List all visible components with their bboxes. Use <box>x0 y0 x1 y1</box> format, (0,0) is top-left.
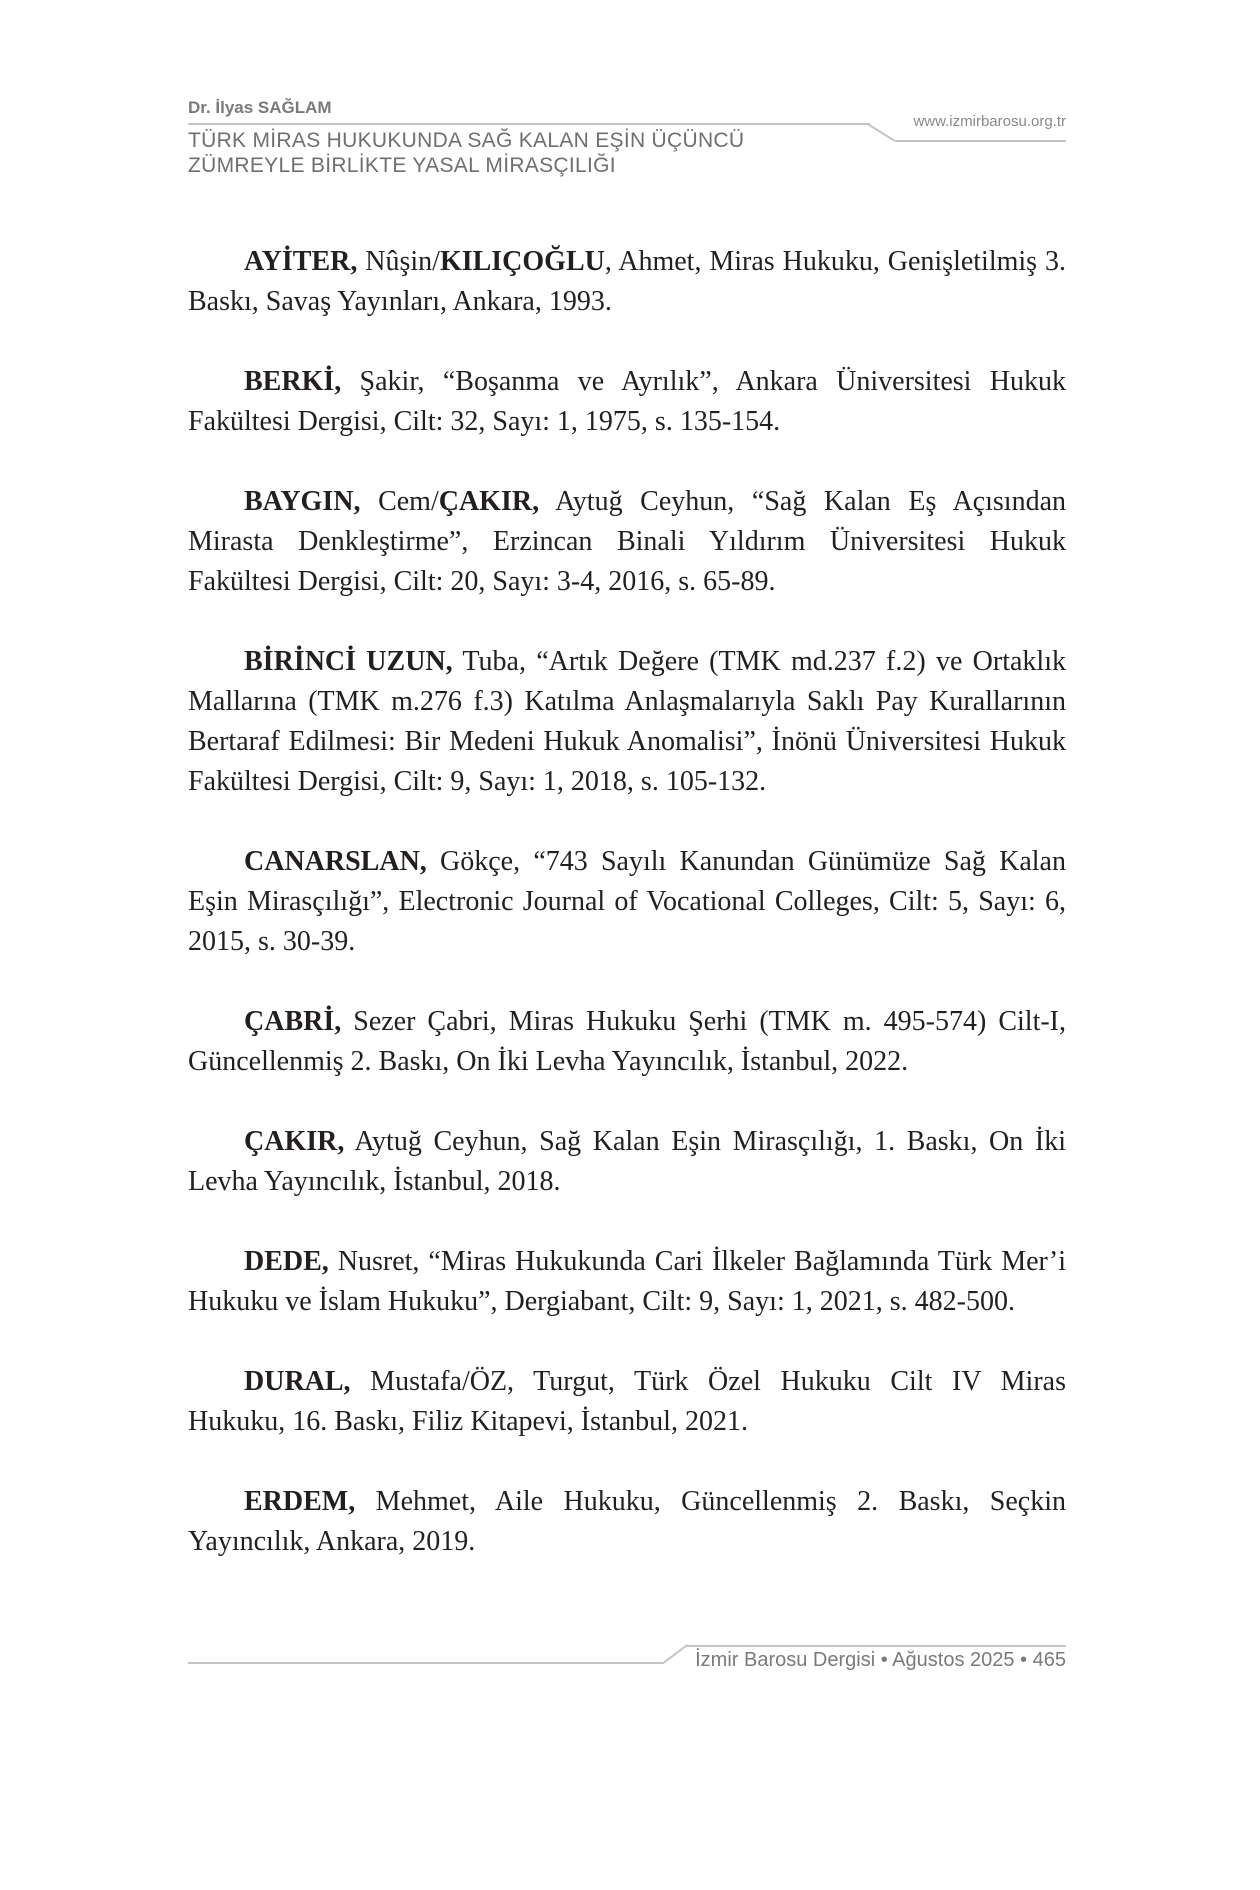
bibliography-entry <box>188 642 1066 802</box>
header-divider-right <box>895 140 1066 142</box>
entry-author: CANARSLAN, <box>244 846 427 877</box>
entry-coauthor: ÇAKIR, <box>438 486 540 517</box>
bibliography-entry <box>188 1242 1066 1322</box>
entry-text: Aytuğ Ceyhun, “Sağ Kalan Eş Açısından Mirasta Denkleştirme”, Erzincan Binali Yıldırım Üniversitesi Hukuk Fakültesi Dergisi, Cilt: 20, Sayı: 3-4, 2016, s. 65-89. <box>188 486 1066 597</box>
entry-author: ÇABRİ, <box>244 1006 342 1037</box>
bibliography <box>188 242 1066 1602</box>
bibliography-entry <box>188 1002 1066 1082</box>
entry-text: Mehmet, Aile Hukuku, Güncellenmiş 2. Baskı, Seçkin Yayıncılık, Ankara, 2019. <box>188 1486 1066 1557</box>
entry-text: Nûşin/ <box>357 246 440 277</box>
bibliography-entry <box>188 842 1066 962</box>
entry-author: AYİTER, <box>244 246 358 277</box>
entry-text: Tuba, “Artık Değere (TMK md.237 f.2) ve Ortaklık Mallarına (TMK m.276 f.3) Katılma Anlaşmalarıyla Saklı Pay Kurallarının Bertaraf Edilmesi: Bir Medeni Hukuk Anomalisi”, İnönü Üniversitesi Hukuk Fakültesi Dergisi, Cilt: 9, Sayı: 1, 2018, s. 105-132. <box>188 646 1066 797</box>
entry-author: DURAL, <box>244 1366 351 1397</box>
entry-text: Nusret, “Miras Hukukunda Cari İlkeler Bağlamında Türk Mer’i Hukuku ve İslam Hukuku”, Dergiabant, Cilt: 9, Sayı: 1, 2021, s. 482-500. <box>188 1246 1066 1317</box>
journal-issue: İzmir Barosu Dergisi • Ağustos 2025 • <box>695 1649 1028 1671</box>
entry-coauthor: KILIÇOĞLU <box>439 246 605 277</box>
article-title-line-2: ZÜMREYLE BİRLİKTE YASAL MİRASÇILIĞI <box>188 154 616 177</box>
bibliography-entry <box>188 482 1066 602</box>
entry-author: BERKİ, <box>244 366 342 397</box>
author-name: Dr. İlyas SAĞLAM <box>188 98 332 117</box>
entry-text: , Ahmet, Miras Hukuku, Genişletilmiş 3. Baskı, Savaş Yayınları, Ankara, 1993. <box>188 246 1066 317</box>
entry-text: Şakir, “Boşanma ve Ayrılık”, Ankara Üniversitesi Hukuk Fakültesi Dergisi, Cilt: 32, Sayı: 1, 1975, s. 135-154. <box>188 366 1066 437</box>
footer-text <box>680 1649 1066 1672</box>
entry-author: BAYGIN, <box>244 486 361 517</box>
entry-text: Cem/ <box>360 486 439 517</box>
header-divider <box>188 123 870 125</box>
bibliography-entry <box>188 1362 1066 1442</box>
entry-text: Aytuğ Ceyhun, Sağ Kalan Eşin Mirasçılığı, 1. Baskı, On İki Levha Yayıncılık, İstanbul, 2018. <box>188 1126 1066 1197</box>
footer-divider <box>188 1662 664 1664</box>
bibliography-entry <box>188 242 1066 322</box>
entry-text: Gökçe, “743 Sayılı Kanundan Günümüze Sağ Kalan Eşin Mirasçılığı”, Electronic Journal of Vocational Colleges, Cilt: 5, Sayı: 6, 2015, s. 30-39. <box>188 846 1066 957</box>
page-number: 465 <box>1032 1649 1066 1671</box>
article-title <box>188 128 744 178</box>
entry-author: DEDE, <box>244 1246 329 1277</box>
entry-author: ÇAKIR, <box>244 1126 345 1157</box>
entry-text: Mustafa/ÖZ, Turgut, Türk Özel Hukuku Cilt IV Miras Hukuku, 16. Baskı, Filiz Kitapevi, İstanbul, 2021. <box>188 1366 1066 1437</box>
bibliography-entry <box>188 1122 1066 1202</box>
bibliography-entry <box>188 362 1066 442</box>
bibliography-entry <box>188 1482 1066 1562</box>
article-title-line-1: TÜRK MİRAS HUKUKUNDA SAĞ KALAN EŞİN ÜÇÜNCÜ <box>188 129 745 152</box>
entry-text: Sezer Çabri, Miras Hukuku Şerhi (TMK m. 495-574) Cilt-I, Güncellenmiş 2. Baskı, On İki Levha Yayıncılık, İstanbul, 2022. <box>188 1006 1066 1077</box>
entry-author: ERDEM, <box>244 1486 356 1517</box>
footer-divider-right <box>687 1645 1066 1647</box>
website-url: www.izmirbarosu.org.tr <box>913 113 1066 130</box>
entry-author: BİRİNCİ UZUN, <box>244 646 453 677</box>
